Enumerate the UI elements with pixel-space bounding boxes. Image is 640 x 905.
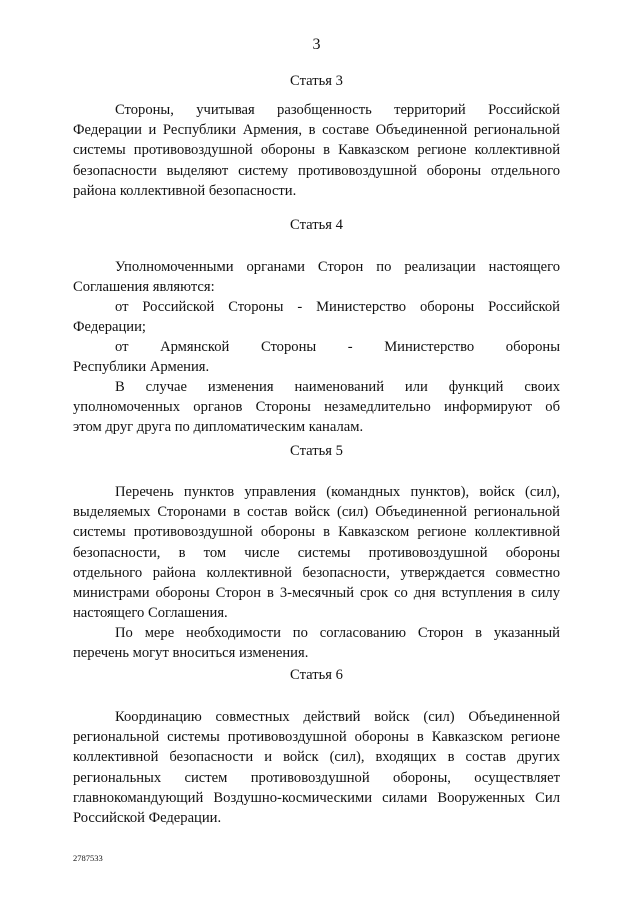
text-line: Уполномоченными органами Сторон по реализации настоящего — [115, 259, 560, 275]
document-page — [73, 0, 560, 905]
text-line: безопасности выделяют систему противовоздушной обороны отдельного — [73, 162, 560, 179]
article-6-heading: Статья 6 — [290, 667, 343, 683]
text-line: Республики Армения. — [73, 359, 210, 376]
text-line: системы противовоздушной обороны в Кавказском регионе коллективной — [73, 142, 560, 159]
article-5-paragraph-1 — [73, 482, 560, 623]
text-line: района коллективной безопасности. — [73, 182, 297, 199]
article-5-heading: Статья 5 — [290, 443, 343, 459]
article-3-heading: Статья 3 — [290, 73, 343, 89]
text-line: министрами обороны Сторон в 3-месячный срок со дня вступления в силу — [73, 584, 560, 601]
article-4-paragraph-1 — [73, 257, 560, 297]
text-line: этом друг друга по дипломатическим каналам. — [73, 419, 364, 436]
text-line: от Армянской Стороны - Министерство обороны — [115, 339, 560, 355]
text-line: отдельного района коллективной безопасности, утверждается совместно — [73, 564, 560, 581]
text-line: коллективной безопасности и войск (сил), входящих в состав других — [73, 749, 560, 766]
text-line: системы противовоздушной обороны в Кавказском регионе коллективной — [73, 524, 560, 541]
article-6-paragraph-1 — [73, 707, 560, 828]
article-4-paragraph-3 — [73, 337, 560, 377]
text-line: Координацию совместных действий войск (сил) Объединенной — [115, 709, 560, 725]
article-3-paragraph-1 — [73, 100, 560, 201]
text-line: главнокомандующий Воздушно-космическими силами Вооруженных Сил — [73, 789, 560, 806]
text-line: региональной системы противовоздушной обороны в Кавказском регионе — [73, 729, 560, 746]
document-code: 2787533 — [73, 853, 103, 863]
page-number: 3 — [312, 36, 321, 53]
text-line: Соглашения являются: — [73, 279, 215, 296]
text-line: Российской Федерации. — [73, 809, 222, 826]
text-line: Перечень пунктов управления (командных пунктов), войск (сил), — [115, 484, 560, 500]
text-line: выделяемых Сторонами в состав войск (сил) Объединенной региональной — [73, 504, 560, 521]
text-line: В случае изменения наименований или функций своих — [115, 379, 560, 395]
text-line: Стороны, учитывая разобщенность территорий Российской — [115, 102, 560, 118]
article-4-paragraph-4 — [73, 377, 560, 438]
text-line: По мере необходимости по согласованию Сторон в указанный — [115, 625, 560, 641]
text-line: безопасности, в том числе системы противовоздушной обороны — [73, 544, 560, 561]
article-4-heading: Статья 4 — [290, 217, 343, 233]
text-line: уполномоченных органов Стороны незамедлительно информируют об — [73, 399, 560, 416]
text-line: настоящего Соглашения. — [73, 605, 228, 622]
text-line: Федерации и Республики Армения, в составе Объединенной региональной — [73, 122, 560, 139]
text-line: перечень могут вноситься изменения. — [73, 645, 309, 662]
article-5-paragraph-2 — [73, 623, 560, 663]
text-line: региональных систем противовоздушной обороны, осуществляет — [73, 769, 560, 786]
text-line: от Российской Стороны - Министерство обороны Российской — [115, 299, 560, 315]
text-line: Федерации; — [73, 319, 146, 336]
article-4-paragraph-2 — [73, 297, 560, 337]
